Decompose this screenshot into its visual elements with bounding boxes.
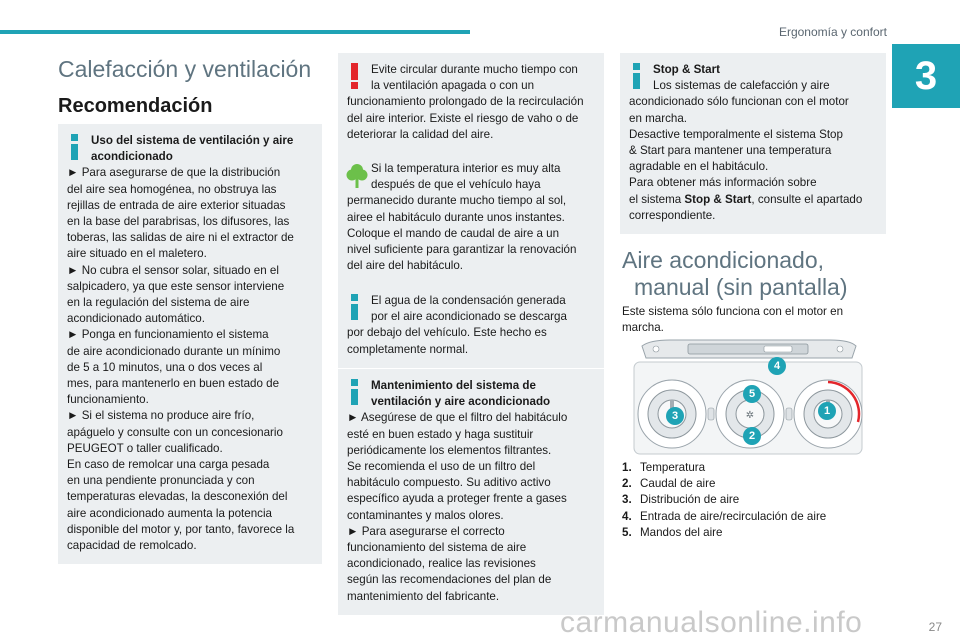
text-line: en la base del parabrisas, los difusores, las: [67, 215, 290, 229]
text-fragment: el sistema: [629, 192, 685, 206]
eco-tip-box: [338, 152, 604, 284]
svg-text:✲: ✲: [745, 410, 755, 421]
text-line: Este sistema sólo funciona con el motor en: [622, 305, 844, 318]
text-line: disponible del motor y, por tanto, favorece la: [67, 522, 295, 536]
title-line: manual (sin pantalla): [634, 274, 848, 300]
text-line: ► Si el sistema no produce aire frío,: [67, 409, 255, 423]
callout-1: 1: [818, 402, 836, 420]
page-title: Calefacción y ventilación: [58, 56, 312, 82]
watermark: carmanualsonline.info: [560, 606, 863, 639]
legend-number: 3.: [622, 493, 632, 507]
text-line: permanecido durante mucho tiempo al sol,: [347, 194, 567, 208]
text-line: Evite circular durante mucho tiempo con: [371, 63, 578, 76]
text-line: esté en buen estado y haga sustituir: [347, 427, 534, 441]
text-line: temperaturas elevadas, la desconexión del: [67, 490, 288, 504]
info-icon: [71, 134, 78, 160]
text-line: mantenimiento del fabricante.: [347, 589, 500, 603]
callout-2: 2: [743, 427, 761, 445]
text-line: por debajo del vehículo. Este hecho es: [347, 326, 547, 340]
text-line: la ventilación apagada o con un: [371, 79, 535, 93]
text-line: El agua de la condensación generada: [371, 294, 566, 307]
legend-item: [622, 492, 888, 508]
title-line: Aire acondicionado,: [622, 247, 825, 273]
text-line: agradable en el habitáculo.: [629, 160, 769, 174]
text-line: funcionamiento prolongado de la recirculación: [347, 95, 584, 109]
text-line: del aire interior. Existe el riesgo de vaho o de: [347, 111, 579, 125]
info-box-maintenance: [338, 369, 604, 615]
text-line: rejillas de entrada de aire exterior situadas: [67, 198, 286, 212]
section-heading: Recomendación: [58, 95, 213, 117]
text-line: toberas, las salidas de aire ni el extractor de: [67, 231, 294, 245]
text-line: marcha.: [622, 321, 664, 335]
text-line: Si la temperatura interior es muy alta: [371, 162, 561, 175]
text-line: periódicamente los elementos filtrantes.: [347, 443, 552, 457]
text-line: aire acondicionado aumenta la potencia: [67, 506, 272, 520]
text-line: completamente normal.: [347, 342, 469, 356]
header-accent-bar: [0, 30, 470, 34]
info-box-ventilation-usage: [58, 124, 322, 564]
text-line: deteriorar la calidad del aire.: [347, 127, 494, 141]
tree-eco-icon: [346, 162, 368, 190]
info-box-body: [67, 165, 313, 554]
legend-label: Mandos del aire: [640, 525, 723, 539]
text-line: correspondiente.: [629, 208, 716, 222]
text-line: Los sistemas de calefacción y aire: [653, 79, 830, 93]
legend-label: Distribución de aire: [640, 493, 740, 507]
text-line: airee el habitáculo durante unos instantes.: [347, 210, 565, 224]
legend-item: [622, 509, 888, 525]
text-line: aire situado en el maletero.: [67, 247, 207, 261]
text-line: En caso de remolcar una carga pesada: [67, 458, 270, 472]
legend-item: [622, 460, 888, 476]
text-line: contaminantes y malos olores.: [347, 508, 504, 522]
text-line: ► Para asegurarse el correcto: [347, 524, 505, 538]
text-line: salpicadero, ya que este sensor interviene: [67, 279, 285, 293]
text-fragment: , consulte el apartado: [751, 192, 863, 206]
legend-item: [622, 476, 888, 492]
text-line: funcionamiento del sistema de aire: [347, 541, 527, 555]
text-line: en la regulación del sistema de aire: [67, 296, 250, 310]
text-line: acondicionado automático.: [67, 312, 205, 326]
text-line: Coloque el mando de caudal de aire a un: [347, 226, 560, 240]
warning-icon: [351, 63, 358, 89]
text-line: por el aire acondicionado se descarga: [371, 310, 567, 324]
text-line: ► No cubra el sensor solar, situado en el: [67, 263, 279, 277]
text-line: del aire sea homogénea, no obstruya las: [67, 182, 277, 196]
text-line: en una pendiente pronunciada y con: [67, 474, 255, 488]
section-title-ac: [622, 247, 888, 301]
legend-label: Caudal de aire: [640, 477, 716, 491]
info-icon: [633, 63, 640, 89]
text-line: Para obtener más información sobre: [629, 176, 817, 190]
text-line: en marcha.: [629, 111, 687, 125]
info-box-condensation: [338, 284, 604, 368]
chapter-number-tab: 3: [892, 44, 960, 108]
text-line: después de que el vehículo haya: [371, 178, 541, 192]
info-box-title: Uso del sistema de ventilación y aire acondicionado: [91, 134, 294, 164]
text-line: ► Para asegurarse de que la distribución: [67, 166, 281, 180]
page-number: 27: [928, 620, 942, 634]
callout-3: 3: [666, 407, 684, 425]
info-icon: [351, 294, 358, 320]
info-box-title: Mantenimiento del sistema de ventilación y aire acondicionado: [371, 379, 551, 409]
text-line: de aire acondicionado durante un mínimo: [67, 344, 281, 358]
text-line: específico ayuda a proteger frente a gases: [347, 492, 567, 506]
section-title: Ergonomía y confort: [778, 25, 887, 39]
text-line: funcionamiento.: [67, 393, 149, 407]
text-line: capacidad de remolcado.: [67, 539, 197, 553]
text-line: del aire del habitáculo.: [347, 259, 464, 273]
text-line: [629, 192, 877, 208]
legend-number: 4.: [622, 509, 632, 523]
text-line: acondicionado, realice las revisiones: [347, 557, 536, 571]
text-line: ► Asegúrese de que el filtro del habitáculo: [347, 411, 568, 425]
legend-list: [622, 460, 888, 541]
callout-5: 5: [743, 385, 761, 403]
info-box-title: Stop & Start: [653, 63, 720, 76]
callout-4: 4: [768, 357, 786, 375]
text-line: habitáculo compuesto. Su aditivo activo: [347, 476, 551, 490]
text-line: apáguelo y consulte con un concesionario: [67, 425, 283, 439]
legend-label: Temperatura: [640, 461, 706, 474]
text-line: & Start para mantener una temperatura: [629, 144, 832, 158]
legend-item: [622, 525, 888, 541]
text-line: nivel suficiente para garantizar la renovación: [347, 243, 577, 257]
legend-number: 2.: [622, 477, 632, 491]
warning-box-recirculation: [338, 53, 604, 153]
text-fragment-bold: Stop & Start: [684, 192, 752, 206]
info-icon: [351, 379, 358, 405]
text-line: ► Ponga en funcionamiento el sistema: [67, 328, 269, 342]
text-line: Desactive temporalmente el sistema Stop: [629, 127, 843, 141]
text-line: acondicionado sólo funcionan con el motor: [629, 95, 849, 109]
text-line: Se recomienda el uso de un filtro del: [347, 460, 536, 474]
text-line: según las recomendaciones del plan de: [347, 573, 552, 587]
intro-text: [622, 304, 888, 336]
text-line: de 5 a 10 minutos, una o dos veces al: [67, 360, 263, 374]
text-line: PEUGEOT o taller cualificado.: [67, 441, 223, 455]
legend-number: 1.: [622, 461, 632, 474]
text-line: mes, para mantenerlo en buen estado de: [67, 377, 280, 391]
legend-number: 5.: [622, 525, 632, 539]
legend-label: Entrada de aire/recirculación de aire: [640, 509, 827, 523]
info-box-stop-start: [620, 53, 886, 234]
